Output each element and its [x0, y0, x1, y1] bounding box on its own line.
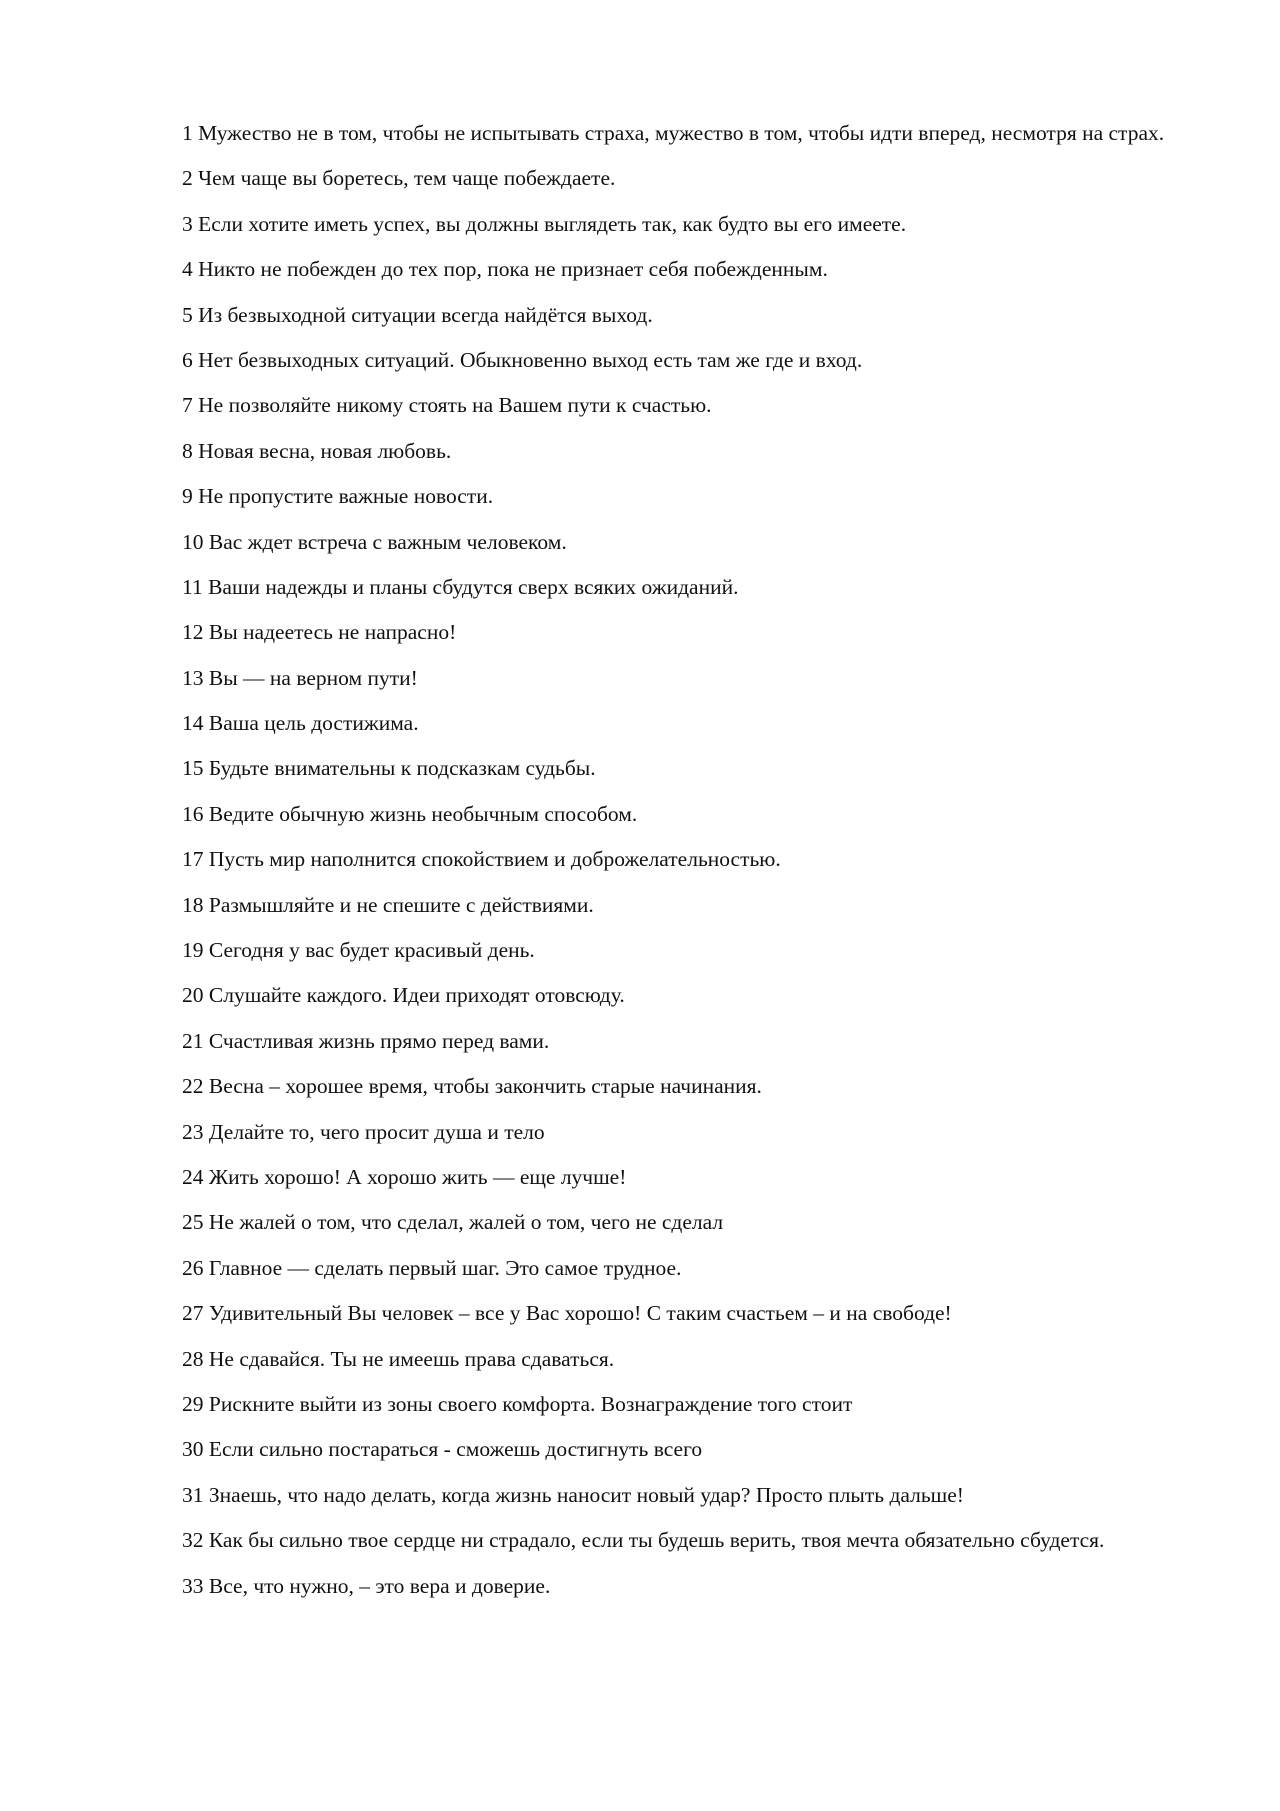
list-item: 30 Если сильно постараться - сможешь достигнуть всего [182, 1437, 703, 1462]
list-item: 4 Никто не побежден до тех пор, пока не признает себя побежденным. [182, 257, 828, 282]
list-item: 9 Не пропустите важные новости. [182, 484, 494, 509]
list-item: 13 Вы — на верном пути! [182, 665, 418, 690]
quote-list [182, 119, 1182, 1617]
list-item: 25 Не жалей о том, что сделал, жалей о том, чего не сделал [182, 1210, 724, 1235]
list-item: 21 Счастливая жизнь прямо перед вами. [182, 1028, 550, 1053]
list-item: 33 Все, что нужно, – это вера и доверие. [182, 1573, 551, 1598]
list-item: 31 Знаешь, что надо делать, когда жизнь наносит новый удар? Просто плыть дальше! [182, 1482, 964, 1507]
list-item: 10 Вас ждет встреча с важным человеком. [182, 529, 567, 554]
list-item: 27 Удивительный Вы человек – все у Вас хорошо! С таким счастьем – и на свободе! [182, 1301, 952, 1326]
list-item: 3 Если хотите иметь успех, вы должны выглядеть так, как будто вы его имеете. [182, 211, 907, 236]
list-item: 32 Как бы сильно твое сердце ни страдало, если ты будешь верить, твоя мечта обязательно сбудется. [182, 1528, 1105, 1553]
list-item: 8 Новая весна, новая любовь. [182, 438, 452, 463]
list-item: 26 Главное — сделать первый шаг. Это самое трудное. [182, 1255, 682, 1280]
list-item: 14 Ваша цель достижима. [182, 711, 419, 736]
list-item: 28 Не сдавайся. Ты не имеешь права сдаваться. [182, 1346, 615, 1371]
list-item: 17 Пусть мир наполнится спокойствием и доброжелательностью. [182, 847, 781, 872]
list-item: 7 Не позволяйте никому стоять на Вашем пути к счастью. [182, 393, 712, 418]
list-item: 5 Из безвыходной ситуации всегда найдётся выход. [182, 302, 653, 327]
list-item: 24 Жить хорошо! А хорошо жить — еще лучше! [182, 1164, 627, 1189]
list-item: 15 Будьте внимательны к подсказкам судьбы. [182, 756, 596, 781]
list-item: 20 Слушайте каждого. Идеи приходят отовсюду. [182, 983, 625, 1008]
list-item: 22 Весна – хорошее время, чтобы закончить старые начинания. [182, 1074, 762, 1099]
list-item: 18 Размышляйте и не спешите с действиями. [182, 892, 594, 917]
list-item: 16 Ведите обычную жизнь необычным способом. [182, 801, 638, 826]
list-item: 23 Делайте то, чего просит душа и тело [182, 1119, 545, 1144]
list-item: 11 Ваши надежды и планы сбудутся сверх всяких ожиданий. [182, 574, 739, 599]
list-item: 19 Сегодня у вас будет красивый день. [182, 938, 535, 963]
list-item: 6 Нет безвыходных ситуаций. Обыкновенно выход есть там же где и вход. [182, 347, 863, 372]
list-item: 1 Мужество не в том, чтобы не испытывать страха, мужество в том, чтобы идти вперед, несмотря на страх. [182, 121, 1165, 145]
list-item: 29 Рискните выйти из зоны своего комфорта. Вознаграждение того стоит [182, 1391, 853, 1416]
list-item: 2 Чем чаще вы боретесь, тем чаще побеждаете. [182, 166, 616, 191]
list-item: 12 Вы надеетесь не напрасно! [182, 620, 457, 645]
